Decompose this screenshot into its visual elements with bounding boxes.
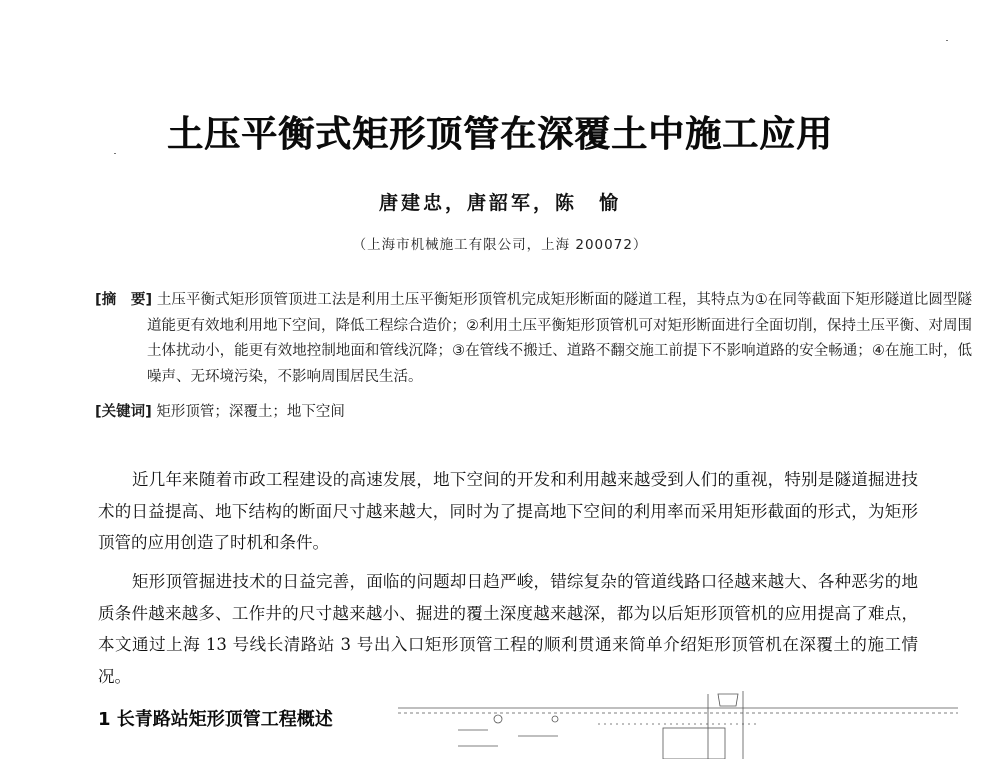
abstract-text: 土压平衡式矩形顶管顶进工法是利用土压平衡矩形顶管机完成矩形断面的隧道工程，其特点为①在同等截面下矩形隧道比圆型隧道能更有效地利用地下空间，降低工程综合造价；②利用土压平衡矩形顶管机可对矩形断面进行全面切削，保持土压平衡、对周围土体扰动小，能更有效地控制地面和管线沉降；③在管线不搬迁、道路不翻交施工前提下不影响道路的安全畅通；④在施工时，低噪声、无环境污染，不影响周围居民生活。 xyxy=(147,292,973,385)
keywords-label: [关键词] xyxy=(95,404,152,420)
pipe-circle xyxy=(552,716,558,722)
body-paragraph-2: 矩形顶管掘进技术的日益完善，面临的问题却日趋严峻，错综复杂的管道线路口径越来越大、各种恶劣的地质条件越来越多、工作井的尺寸越来越小、掘进的覆土深度越来越深，都为以后矩形顶管机的应用提高了难点，本文通过上海 13 号线长清路站 3 号出入口矩形顶管工程的顺利贯通来简单介绍矩形顶管机在深覆土的施工情况。 xyxy=(98,572,918,686)
body-paragraph-1: 近几年来随着市政工程建设的高速发展，地下空间的开发和利用越来越受到人们的重视，特别是隧道掘进技术的日益提高、地下结构的断面尺寸越来越大，同时为了提高地下空间的利用率而采用矩形截面的形式，为矩形顶管的应用创造了时机和条件。 xyxy=(98,470,918,552)
scan-speck xyxy=(114,153,116,154)
authors: 唐建忠，唐韶军，陈 愉 xyxy=(378,192,621,214)
abstract-label: [摘 要] xyxy=(95,292,153,308)
keywords-text: 矩形顶管；深覆土；地下空间 xyxy=(156,404,345,420)
entrance-structure xyxy=(718,694,738,706)
section-heading: 1 长青路站矩形顶管工程概述 xyxy=(98,709,333,730)
tunnel-box xyxy=(663,728,725,759)
cross-section-figure xyxy=(398,686,958,759)
scan-speck xyxy=(946,40,948,41)
pipe-circle xyxy=(494,715,502,723)
article-title: 土压平衡式矩形顶管在深覆土中施工应用 xyxy=(166,114,833,155)
affiliation: （上海市机械施工有限公司，上海 200072） xyxy=(352,237,648,253)
keywords xyxy=(95,400,920,421)
abstract xyxy=(95,288,972,390)
